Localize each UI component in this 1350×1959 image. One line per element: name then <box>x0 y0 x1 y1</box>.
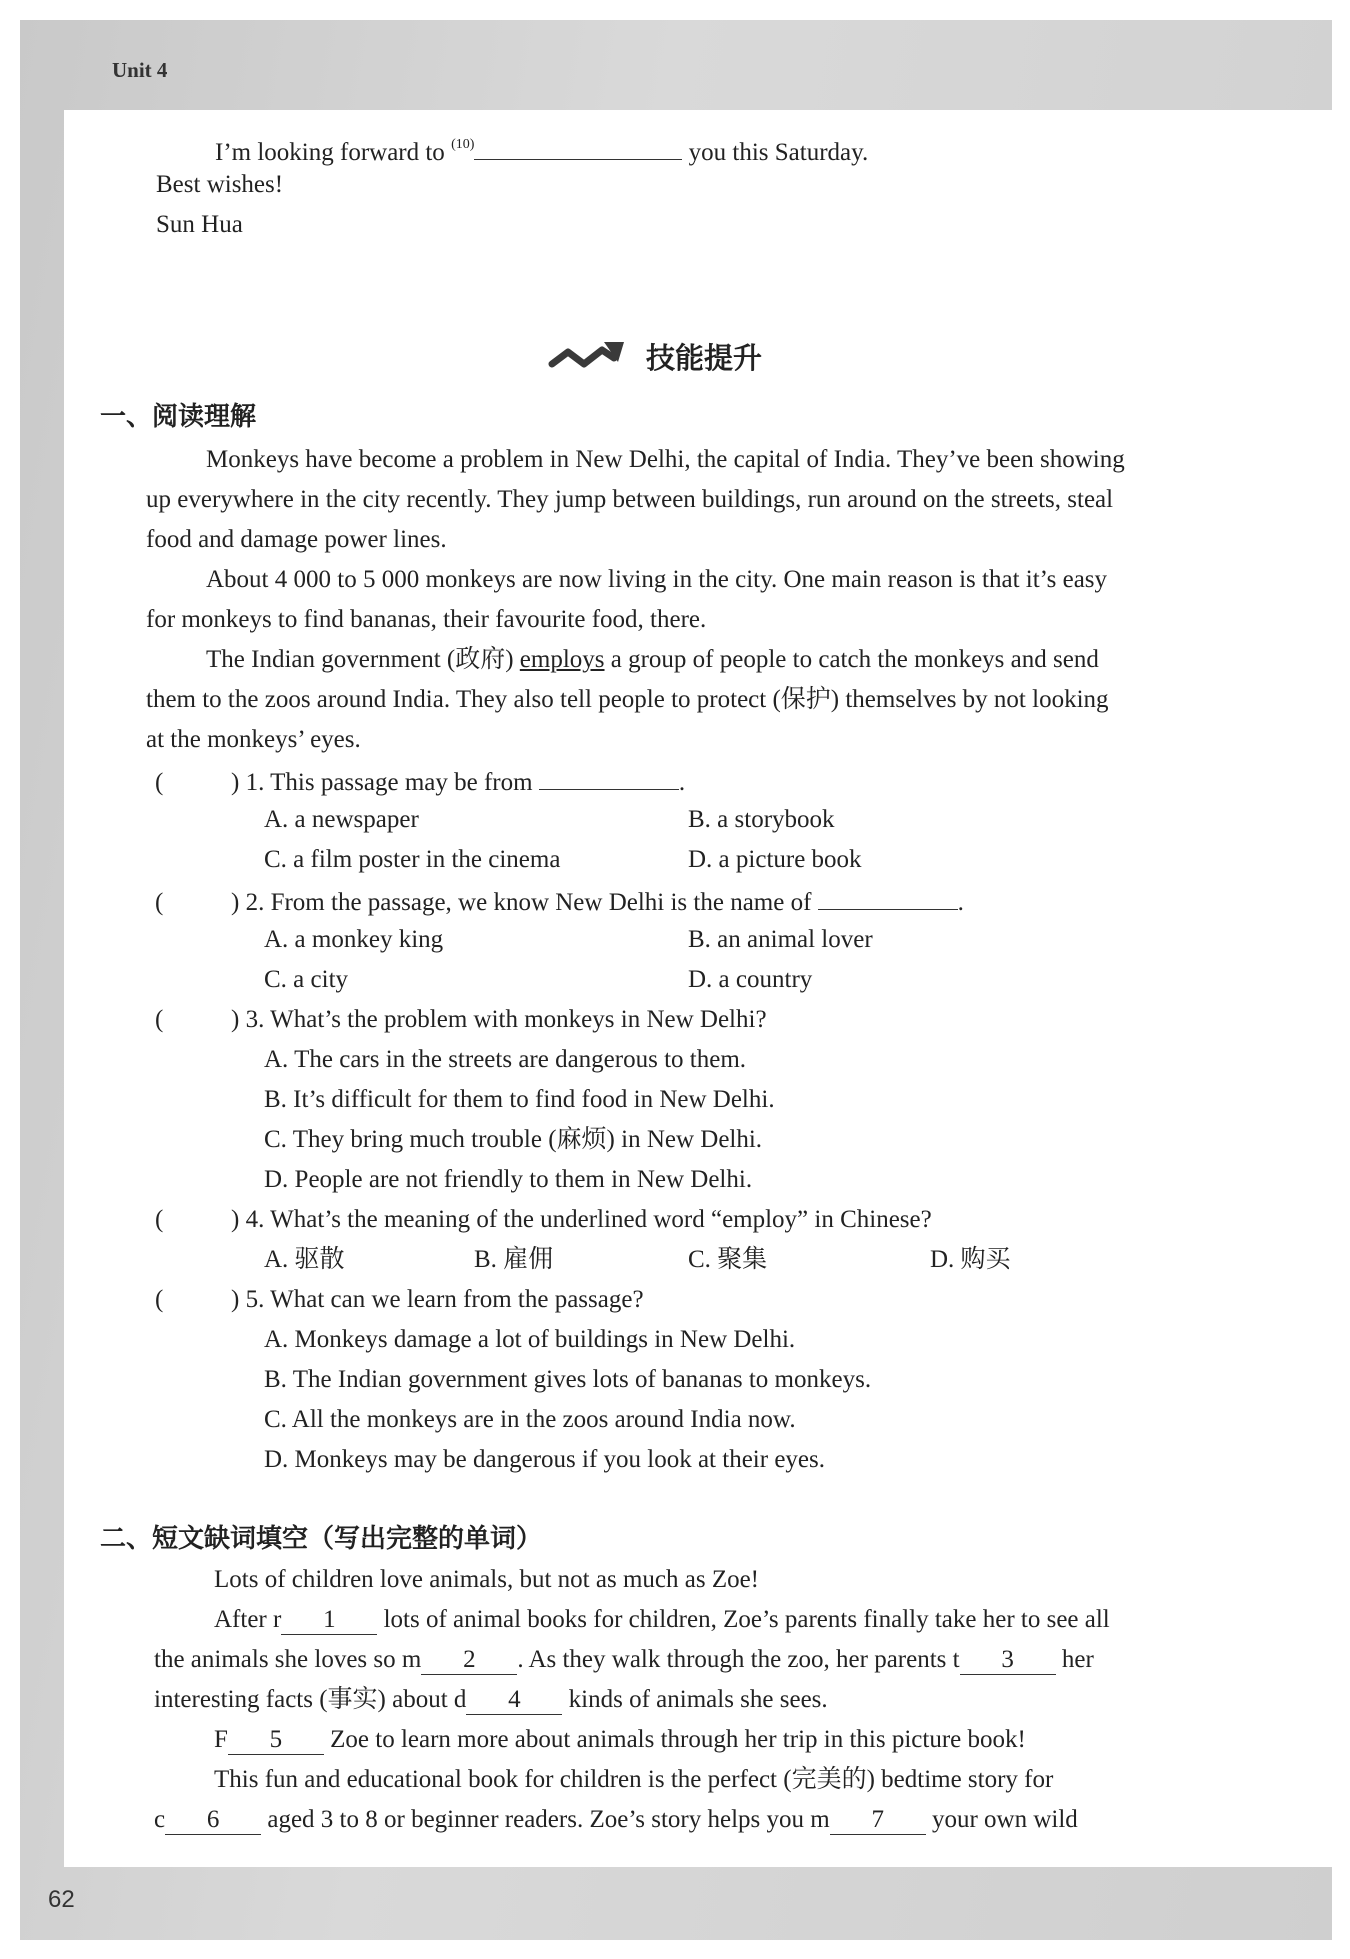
passage-line: The Indian government (政府) employs a group of people to catch the monkeys and send <box>206 646 1099 673</box>
letter-signature: Sun Hua <box>156 211 243 238</box>
question-5: ( ) 5. What can we learn from the passage? <box>155 1286 644 1313</box>
answer-blank[interactable]: 4 <box>466 1686 562 1715</box>
letter-line: I’m looking forward to $^{(10)}$ you this Saturday. <box>215 128 868 170</box>
option-c[interactable]: C. All the monkeys are in the zoos around India now. <box>264 1406 796 1433</box>
passage-line: This fun and educational book for children is the perfect (完美的) bedtime story for <box>214 1766 1054 1793</box>
question-1: ( ) 1. This passage may be from . <box>155 763 685 800</box>
passage-line: interesting facts (事实) about d 4 kinds of animals she sees. <box>154 1686 828 1713</box>
passage-line: c 6 aged 3 to 8 or beginner readers. Zoe’s story helps you m 7 your own wild <box>154 1806 1078 1833</box>
option-c[interactable]: C. a film poster in the cinema <box>264 846 561 873</box>
option-d[interactable]: D. People are not friendly to them in New Delhi. <box>264 1166 753 1193</box>
banner-title: 技能提升 <box>646 341 763 375</box>
answer-blank[interactable] <box>539 763 679 790</box>
option-d[interactable]: D. 购买 <box>930 1246 1011 1273</box>
question-3: ( ) 3. What’s the problem with monkeys in New Delhi? <box>155 1006 767 1033</box>
option-c[interactable]: C. They bring much trouble (麻烦) in New Delhi. <box>264 1126 763 1153</box>
letter-closing: Best wishes! <box>156 171 284 198</box>
passage-line: at the monkeys’ eyes. <box>146 726 361 753</box>
passage-line: them to the zoos around India. They also tell people to protect (保护) themselves by not looking <box>146 686 1109 713</box>
passage-line: F 5 Zoe to learn more about animals through her trip in this picture book! <box>214 1726 1026 1753</box>
answer-blank[interactable] <box>818 883 958 910</box>
passage-line: After r 1 lots of animal books for children, Zoe’s parents finally take her to see all <box>214 1606 1110 1633</box>
passage-line: Lots of children love animals, but not as much as Zoe! <box>214 1566 760 1593</box>
question-4: ( ) 4. What’s the meaning of the underlined word “employ” in Chinese? <box>155 1206 932 1233</box>
answer-blank[interactable]: 1 <box>281 1606 377 1635</box>
option-a[interactable]: A. a monkey king <box>264 926 444 953</box>
option-a[interactable]: A. Monkeys damage a lot of buildings in New Delhi. <box>264 1326 796 1353</box>
option-b[interactable]: B. The Indian government gives lots of bananas to monkeys. <box>264 1366 872 1393</box>
option-d[interactable]: D. a picture book <box>688 846 862 873</box>
answer-blank[interactable] <box>474 133 682 160</box>
answer-blank[interactable]: 5 <box>228 1726 324 1755</box>
section-title: 二、短文缺词填空（写出完整的单词） <box>100 1524 543 1554</box>
section-title: 一、阅读理解 <box>100 402 257 432</box>
option-d[interactable]: D. Monkeys may be dangerous if you look at their eyes. <box>264 1446 825 1473</box>
answer-blank[interactable]: 3 <box>960 1646 1056 1675</box>
answer-blank[interactable]: 7 <box>830 1806 926 1835</box>
option-b[interactable]: B. a storybook <box>688 806 835 833</box>
blank-number: (10) <box>451 137 475 152</box>
answer-blank[interactable]: 6 <box>165 1806 261 1835</box>
passage-line: About 4 000 to 5 000 monkeys are now living in the city. One main reason is that it’s easy <box>206 566 1108 593</box>
option-a[interactable]: A. a newspaper <box>264 806 419 833</box>
passage-line: the animals she loves so m 2 . As they walk through the zoo, her parents t 3 her <box>154 1646 1094 1673</box>
passage-line: up everywhere in the city recently. They jump between buildings, run around on the streets, steal <box>146 486 1114 513</box>
option-b[interactable]: B. an animal lover <box>688 926 873 953</box>
underlined-word: employs <box>519 646 605 673</box>
passage-line: Monkeys have become a problem in New Delhi, the capital of India. They’ve been showing <box>206 446 1125 473</box>
passage-line: for monkeys to find bananas, their favourite food, there. <box>146 606 707 633</box>
question-2: ( ) 2. From the passage, we know New Delhi is the name of . <box>155 883 964 920</box>
page-number: 62 <box>48 1886 75 1913</box>
option-c[interactable]: C. 聚集 <box>688 1246 768 1273</box>
option-b[interactable]: B. It’s difficult for them to find food in New Delhi. <box>264 1086 775 1113</box>
answer-blank[interactable]: 2 <box>421 1646 517 1675</box>
skills-banner <box>548 336 762 377</box>
option-b[interactable]: B. 雇佣 <box>474 1246 554 1273</box>
trend-arrow-icon <box>548 338 628 376</box>
option-d[interactable]: D. a country <box>688 966 813 993</box>
option-c[interactable]: C. a city <box>264 966 349 993</box>
option-a[interactable]: A. 驱散 <box>264 1246 345 1273</box>
unit-label: Unit 4 <box>112 58 168 82</box>
passage-line: food and damage power lines. <box>146 526 447 553</box>
option-a[interactable]: A. The cars in the streets are dangerous to them. <box>264 1046 747 1073</box>
